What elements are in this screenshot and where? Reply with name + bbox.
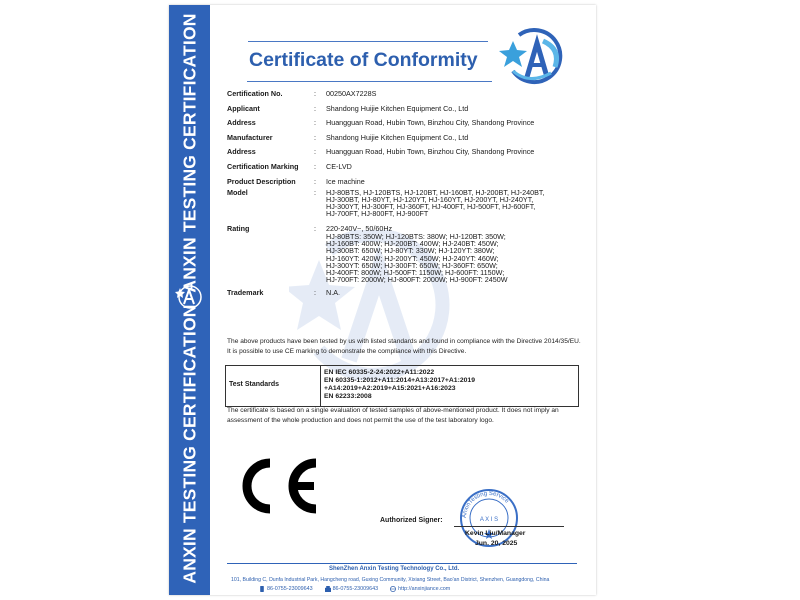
ce-mark-icon — [236, 457, 321, 515]
evaluation-paragraph: The certificate is based on a single evaluation of tested samples of above-mentioned product. It does not imply an assessment of the whole production and does not permit the use of the test laboratory logo. — [227, 407, 559, 424]
field-row-trademark: Trademark : N.A. — [227, 289, 577, 297]
phone-icon — [259, 586, 265, 592]
field-label: Address — [227, 118, 256, 128]
field-row-manufacturer: Manufacturer : Shandong Huijie Kitchen Equipment Co., Ltd — [227, 134, 577, 142]
field-value: HJ-80BTS, HJ-120BTS, HJ-120BT, HJ-160BT, HJ-200BT, HJ-240BT, HJ-300BT, HJ-80YT, HJ-120YT, HJ-160YT, HJ-200YT, HJ-240YT, HJ-300YT, HJ-300FT, HJ-360FT, HJ-400FT, HJ-500FT, HJ-600FT, HJ-700FT, HJ-800FT, HJ-900FT — [326, 187, 545, 219]
field-label: Product Description — [227, 176, 296, 186]
footer-phone-1 — [259, 586, 313, 592]
footer-phone-2 — [325, 586, 379, 592]
field-label: Manufacturer — [227, 132, 273, 142]
title-rule-top — [248, 41, 488, 42]
footer-rule — [227, 563, 577, 564]
field-row-certification-marking: Certification Marking : CE-LVD — [227, 163, 577, 171]
field-label: Address — [227, 147, 256, 157]
footer-address: 101, Building C, Dunfa Industrial Park, Hangcheng road, Guxing Community, Xixiang Street, Bao'an District, Shenzhen, Guangdong, China — [231, 577, 550, 583]
standard-line: EN 60335-1:2012+A11:2014+A13:2017+A1:2019 — [324, 377, 475, 384]
footer-website-text: http://anxinjiance.com — [398, 586, 451, 592]
compliance-paragraph: The above products have been tested by us with listed standards and found in compliance with the Directive 2014/35/EU. It is possible to use CE marking to demonstrate the compliance with this Directive. — [227, 338, 581, 355]
footer-website — [390, 586, 450, 592]
field-value: 220-240V~, 50/60Hz HJ-80BTS: 350W; HJ-120BTS: 380W; HJ-120BT: 350W; HJ-160BT: 400W; HJ-200BT: 400W; HJ-240BT: 450W; HJ-300BT: 650W; HJ-80YT: 330W; HJ-120YT: 380W; HJ-160YT: 420W; HJ-200YT: 450W; HJ-240YT: 460W; HJ-300YT: 650W; HJ-300FT: 650W; HJ-360FT: 650W; HJ-400FT: 800W; HJ-500FT: 1150W; HJ-600FT: 1150W; HJ-700FT: 2000W; HJ-800FT: 2000W; HJ-900FT: 2450W — [326, 224, 508, 285]
signature-line — [454, 526, 564, 527]
certificate-page — [169, 5, 596, 595]
field-value: Shandong Huijie Kitchen Equipment Co., Ltd — [326, 132, 469, 142]
authorized-signer-label: Authorized Signer: — [380, 517, 443, 524]
footer-contacts — [259, 586, 462, 592]
test-standards-divider — [320, 366, 321, 406]
footer-company: ShenZhen Anxin Testing Technology Co., Ltd. — [329, 566, 460, 572]
globe-icon — [390, 586, 396, 592]
field-value: Huangguan Road, Hubin Town, Binzhou City, Shandong Province — [326, 118, 535, 128]
certificate-title: Certificate of Conformity — [249, 49, 478, 71]
field-row-model: Model : HJ-80BTS, HJ-120BTS, HJ-120BT, HJ-160BT, HJ-200BT, HJ-240BT, HJ-300BT, HJ-80YT, HJ-120YT, HJ-160YT, HJ-200YT, HJ-240YT, HJ-300YT, HJ-300FT, HJ-360FT, HJ-400FT, HJ-500FT, HJ-600FT, HJ-700FT, HJ-800FT, HJ-900FT — [227, 189, 577, 218]
test-standards-label: Test Standards — [229, 381, 280, 388]
footer-phone-2-text: 86-0755-23009643 — [332, 586, 379, 592]
seal-center-text: A X I S — [479, 517, 499, 523]
standard-line: +A14:2019+A2:2019+A15:2021+A16:2023 — [324, 385, 456, 392]
field-row-applicant: Applicant : Shandong Huijie Kitchen Equipment Co., Ltd — [227, 105, 577, 113]
field-label: Certification Marking — [227, 161, 299, 171]
side-band-text-bottom: ANXIN TESTING CERTIFICATION — [179, 304, 200, 584]
standard-line: EN 62233:2008 — [324, 393, 372, 400]
field-label: Certification No. — [227, 89, 283, 98]
field-value: Ice machine — [326, 176, 365, 186]
certificate-fields — [227, 90, 577, 303]
field-value: N.A. — [326, 287, 340, 297]
test-standards-list — [324, 369, 475, 401]
test-standards-box — [225, 365, 579, 407]
seal-text: AnxinTesting Service — [461, 490, 510, 519]
field-row-manufacturer-address: Address : Huangguan Road, Hubin Town, Binzhou City, Shandong Province — [227, 148, 577, 156]
field-row-certification-no: Certification No. : 00250AX7228S — [227, 90, 577, 98]
field-row-applicant-address: Address : Huangguan Road, Hubin Town, Binzhou City, Shandong Province — [227, 119, 577, 127]
signature-date: Jun. 20, 2025 — [475, 540, 518, 547]
title-rule-bottom — [247, 81, 492, 82]
field-label: Rating — [227, 224, 250, 234]
field-value: Shandong Huijie Kitchen Equipment Co., Ltd — [326, 103, 469, 113]
anxin-ad-star-logo-icon — [499, 27, 571, 87]
field-row-product-description: Product Description : Ice machine — [227, 178, 577, 186]
signer-name: Kevin Liu/Manager — [465, 530, 526, 537]
fax-icon — [325, 586, 331, 592]
field-label: Applicant — [227, 103, 260, 113]
side-band-text-top: ANXIN TESTING CERTIFICATION — [179, 13, 200, 293]
field-value: CE-LVD — [326, 161, 352, 171]
field-label: Trademark — [227, 287, 264, 297]
standard-line: EN IEC 60335-2-24:2022+A11:2022 — [324, 369, 435, 376]
side-band — [169, 5, 210, 595]
field-label: Model — [227, 187, 248, 197]
field-value: 00250AX7228S — [326, 89, 377, 98]
field-value: Huangguan Road, Hubin Town, Binzhou City, Shandong Province — [326, 147, 535, 157]
field-row-rating: Rating : 220-240V~, 50/60Hz HJ-80BTS: 350W; HJ-120BTS: 380W; HJ-120BT: 350W; HJ-160BT: 400W; HJ-200BT: 400W; HJ-240BT: 450W; HJ-300BT: 650W; HJ-80YT: 330W; HJ-120YT: 380W; HJ-160YT: 420W; HJ-200YT: 450W; HJ-240YT: 460W; HJ-300YT: 650W; HJ-300FT: 650W; HJ-360FT: 650W; HJ-400FT: 800W; HJ-500FT: 1150W; HJ-600FT: 1150W; HJ-700FT: 2000W; HJ-800FT: 2000W; HJ-900FT: 2450W — [227, 225, 577, 283]
footer-phone-1-text: 86-0755-23009643 — [267, 586, 313, 592]
